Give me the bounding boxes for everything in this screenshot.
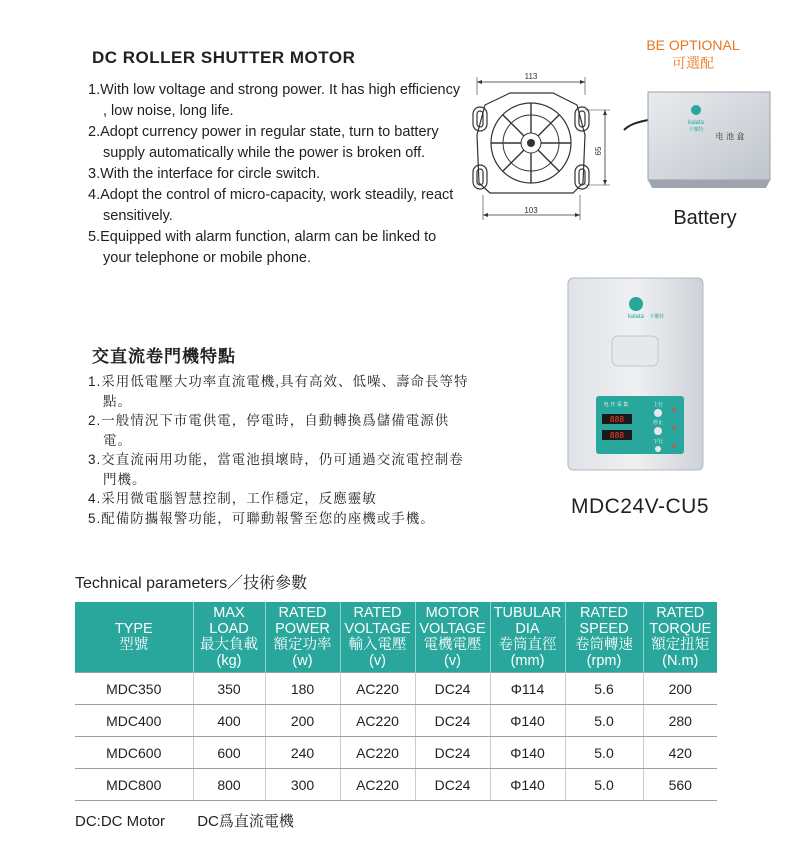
- cell-max-load: 400: [193, 705, 265, 737]
- cell-rated-speed: 5.0: [565, 705, 643, 737]
- feature-zh-item: 4.采用微電腦智慧控制，工作穩定，反應靈敏: [88, 491, 377, 506]
- tech-params-title: Technical parameters／技術參數: [75, 575, 308, 592]
- feature-zh-item: 3.交直流兩用功能，當電池損壞時，仍可通過交流電控制卷門機。: [88, 452, 464, 487]
- cell-rated-torque: 280: [643, 705, 717, 737]
- header-rated-torque: RATED TORQUE 額定扭矩 (N.m): [643, 602, 717, 673]
- dim-top: 113: [524, 72, 538, 81]
- optional-zh: 可選配: [672, 55, 714, 71]
- table-row: [75, 737, 717, 769]
- btn-down-label: 下行: [652, 439, 664, 445]
- optional-en: BE OPTIONAL: [646, 37, 740, 53]
- cell-tubular-dia: Φ140: [490, 769, 565, 801]
- cell-rated-voltage: AC220: [340, 705, 415, 737]
- table-row: [75, 705, 717, 737]
- params-table: [75, 602, 717, 801]
- footer-en: DC:DC Motor: [75, 813, 166, 830]
- display-2-value: 888: [609, 431, 625, 440]
- feature-zh-item: 2.一般情況下市電供電，停電時，自動轉換爲儲備電源供電。: [88, 413, 450, 448]
- table-row: [75, 673, 717, 705]
- battery-label: Battery: [673, 207, 737, 229]
- cell-rated-voltage: AC220: [340, 737, 415, 769]
- feature-zh-item: 5.配備防攜報警功能，可聯動報警至您的座機或手機。: [88, 510, 435, 526]
- controller-model-label: MDC24V-CU5: [570, 495, 710, 518]
- feature-en-item: 5.Equipped with alarm function, alarm can be linked to your telephone or mobile phone.: [88, 229, 437, 266]
- cell-motor-voltage: DC24: [415, 769, 490, 801]
- cell-rated-torque: 420: [643, 737, 717, 769]
- feature-en-item: 2.Adopt currency power in regular state, turn to battery supply automatically while the power is broken off.: [88, 124, 439, 161]
- cell-type: MDC350: [75, 673, 193, 705]
- title-zh: 交直流卷門機特點: [92, 347, 236, 366]
- cell-tubular-dia: Φ140: [490, 737, 565, 769]
- feature-zh-item: 1.采用低電壓大功率直流電機,具有高效、低噪、壽命長等特點。: [88, 374, 469, 409]
- controller-logo-icon: [629, 297, 643, 311]
- display-1-value: 888: [609, 415, 625, 424]
- header-tubular-dia: TUBULAR DIA 卷筒直徑 (mm): [490, 602, 565, 673]
- dim-bottom: 103: [524, 206, 538, 215]
- feature-en-item: 4.Adopt the control of micro-capacity, work steadily, react sensitively.: [88, 187, 454, 224]
- footer-zh: DC爲直流電機: [197, 813, 294, 830]
- cell-rated-speed: 5.0: [565, 769, 643, 801]
- cell-rated-power: 240: [265, 737, 340, 769]
- btn-up-label: 上行: [652, 402, 664, 408]
- title-en: DC ROLLER SHUTTER MOTOR: [92, 48, 356, 67]
- feature-en-item: 1.With low voltage and strong power. It has high efficiency , low noise, long life.: [88, 82, 461, 119]
- kalata-logo-icon: [691, 105, 701, 115]
- header-rated-speed: RATED SPEED 卷筒轉速 (rpm): [565, 602, 643, 673]
- table-row: [75, 769, 717, 801]
- features-en: [88, 80, 468, 269]
- header-max-load: MAX LOAD 最大負載 (kg): [193, 602, 265, 673]
- cell-rated-voltage: AC220: [340, 769, 415, 801]
- cell-rated-power: 200: [265, 705, 340, 737]
- controller-brand: kalata: [627, 314, 645, 320]
- up-button[interactable]: [654, 409, 662, 417]
- footer-note: [75, 810, 322, 831]
- battery-box-image: [620, 80, 780, 195]
- cell-tubular-dia: Φ140: [490, 705, 565, 737]
- cell-rated-speed: 5.6: [565, 673, 643, 705]
- feature-en-item: 3.With the interface for circle switch.: [88, 166, 321, 182]
- cell-type: MDC600: [75, 737, 193, 769]
- btn-stop-label: 停止: [652, 420, 664, 426]
- dim-side: 65: [594, 146, 603, 156]
- cell-max-load: 800: [193, 769, 265, 801]
- cell-rated-torque: 200: [643, 673, 717, 705]
- motor-mount-diagram: [455, 65, 630, 230]
- cell-rated-power: 180: [265, 673, 340, 705]
- cell-max-load: 350: [193, 673, 265, 705]
- battery-brand: kalata: [687, 120, 705, 126]
- cell-rated-voltage: AC220: [340, 673, 415, 705]
- header-type: TYPE 型號: [75, 602, 193, 673]
- cell-rated-speed: 5.0: [565, 737, 643, 769]
- optional-label: [618, 36, 768, 72]
- cell-type: MDC800: [75, 769, 193, 801]
- cell-tubular-dia: Φ114: [490, 673, 565, 705]
- header-rated-power: RATED POWER 額定功率 (w): [265, 602, 340, 673]
- panel-title: 电 开 采 集: [603, 402, 629, 408]
- header-rated-voltage: RATED VOLTAGE 輸入電壓 (v): [340, 602, 415, 673]
- features-zh: [88, 372, 478, 528]
- cell-motor-voltage: DC24: [415, 737, 490, 769]
- controller-image: [560, 276, 710, 476]
- header-motor-voltage: MOTOR VOLTAGE 電機電壓 (v): [415, 602, 490, 673]
- cell-motor-voltage: DC24: [415, 705, 490, 737]
- down-button[interactable]: [655, 446, 661, 452]
- cell-rated-power: 300: [265, 769, 340, 801]
- battery-brand-sub: 卡樂特: [688, 127, 704, 133]
- cell-rated-torque: 560: [643, 769, 717, 801]
- cell-motor-voltage: DC24: [415, 673, 490, 705]
- controller-brand-sub: 卡樂特: [649, 314, 665, 320]
- cell-max-load: 600: [193, 737, 265, 769]
- stop-button[interactable]: [654, 427, 662, 435]
- battery-box-text: 电 池 盒: [715, 132, 745, 141]
- cell-type: MDC400: [75, 705, 193, 737]
